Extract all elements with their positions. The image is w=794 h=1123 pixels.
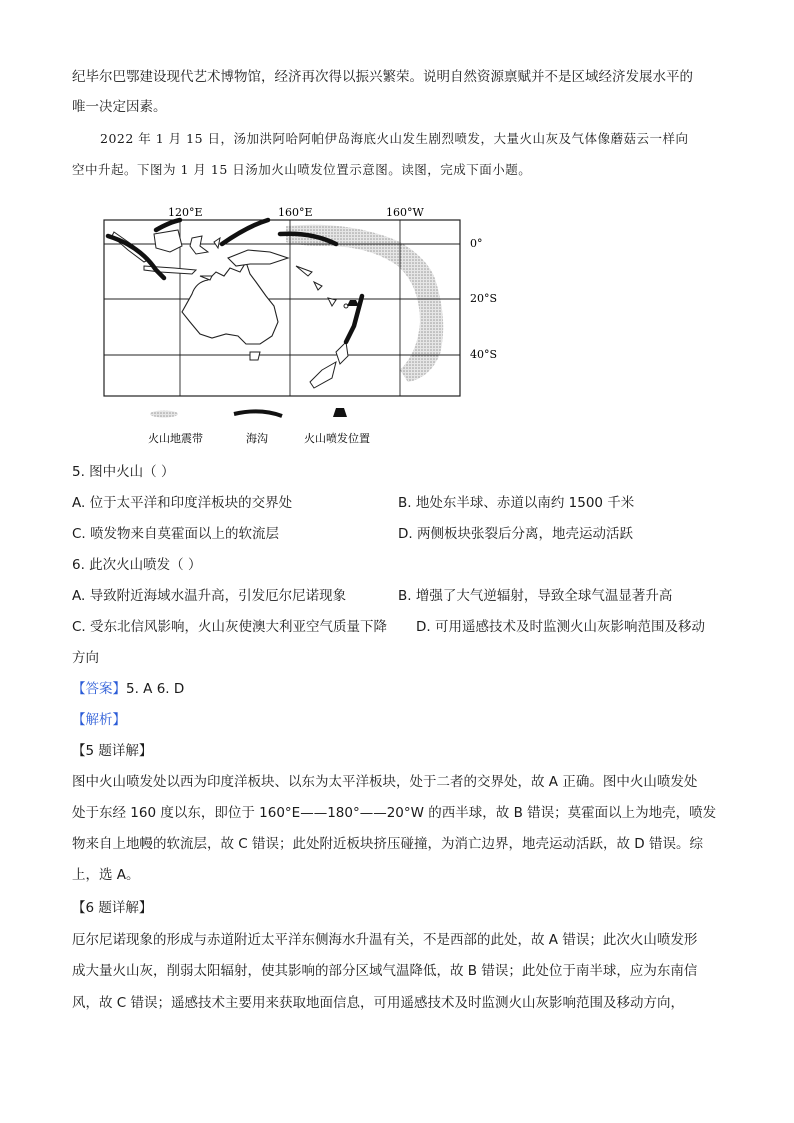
answer-label: 【答案】 [72,681,126,697]
detail6-line-1: 厄尔尼诺现象的形成与赤道附近太平洋东侧海水升温有关，不是西部的此处，故 A 错误；此次火山喷发形 [72,932,698,948]
lat-label-40s: 40°S [470,348,498,361]
intro-line-1: 纪毕尔巴鄂建设现代艺术博物馆，经济再次得以振兴繁荣。说明自然资源禀赋并不是区域经济发展水平的 [72,69,693,85]
q6-option-d: D. 可用遥感技术及时监测火山灰影响范围及移动 [416,619,705,635]
detail5-line-1: 图中火山喷发处以西为印度洋板块、以东为太平洋板块，处于二者的交界处，故 A 正确。图中火山喷发处 [72,774,698,790]
legend-eruption-label: 火山喷发位置 [304,432,370,445]
q5-option-a: A. 位于太平洋和印度洋板块的交界处 [72,495,293,511]
legend-volcanic-belt-swatch [150,411,178,418]
legend-eruption-swatch [333,408,347,417]
tasmania-outline [250,352,260,360]
lon-label-160e: 160°E [278,206,313,219]
lat-label-20s: 20°S [470,292,498,305]
q5-option-b: B. 地处东半球、赤道以南约 1500 千米 [398,495,635,511]
analysis-heading [72,705,126,735]
lon-label-160w: 160°W [386,206,424,219]
q6-option-b: B. 增强了大气逆辐射，导致全球气温显著升高 [398,588,673,604]
legend-trench-swatch [234,411,282,416]
detail6-title: 【6 题详解】 [72,900,153,916]
q5-option-d: D. 两侧板块张裂后分离，地壳运动活跃 [398,526,633,542]
answer-text: 5. A 6. D [126,681,185,697]
intro-line-2: 唯一决定因素。 [72,99,167,115]
q5-stem: 5. 图中火山（ ） [72,464,175,480]
lat-label-0: 0° [470,237,483,250]
legend-trench-label: 海沟 [246,432,268,445]
detail5-line-3: 物来自上地幔的软流层，故 C 错误；此处附近板块挤压碰撞，为消亡边界，地壳运动活跃，故 D 错误。综 [72,836,703,852]
lon-label-120e: 120°E [168,206,203,219]
detail5-line-2: 处于东经 160 度以东，即位于 160°E——180°——20°W 的西半球，故 B 错误；莫霍面以上为地壳，喷发 [72,805,717,821]
detail5-line-4: 上，选 A。 [72,867,140,883]
q6-stem: 6. 此次火山喷发（ ） [72,557,202,573]
map-legend [148,408,370,445]
answer-line [72,674,184,704]
q6-option-d-cont: 方向 [72,650,99,666]
tonga-volcano-map [100,202,520,452]
legend-volcanic-belt-label: 火山地震带 [148,432,203,445]
stem-line-1: 2022 年 1 月 15 日，汤加洪阿哈阿帕伊岛海底火山发生剧烈喷发，大量火山灰及气体像蘑菇云一样向 [100,131,689,146]
q6-option-a: A. 导致附近海域水温升高，引发厄尔尼诺现象 [72,588,347,604]
stem-line-2: 空中升起。下图为 1 月 15 日汤加火山喷发位置示意图。读图，完成下面小题。 [72,162,532,177]
detail6-line-3: 风，故 C 错误；遥感技术主要用来获取地面信息，可用遥感技术及时监测火山灰影响范围及移动方向， [72,995,685,1011]
q5-option-c: C. 喷发物来自莫霍面以上的软流层 [72,526,280,542]
detail5-title: 【5 题详解】 [72,743,153,759]
analysis-label: 【解析】 [72,712,126,728]
detail6-line-2: 成大量火山灰，削弱太阳辐射，使其影响的部分区域气温降低，故 B 错误；此处位于南半球，应为东南信 [72,963,698,979]
q6-option-c: C. 受东北信风影响，火山灰使澳大利亚空气质量下降 [72,619,388,635]
